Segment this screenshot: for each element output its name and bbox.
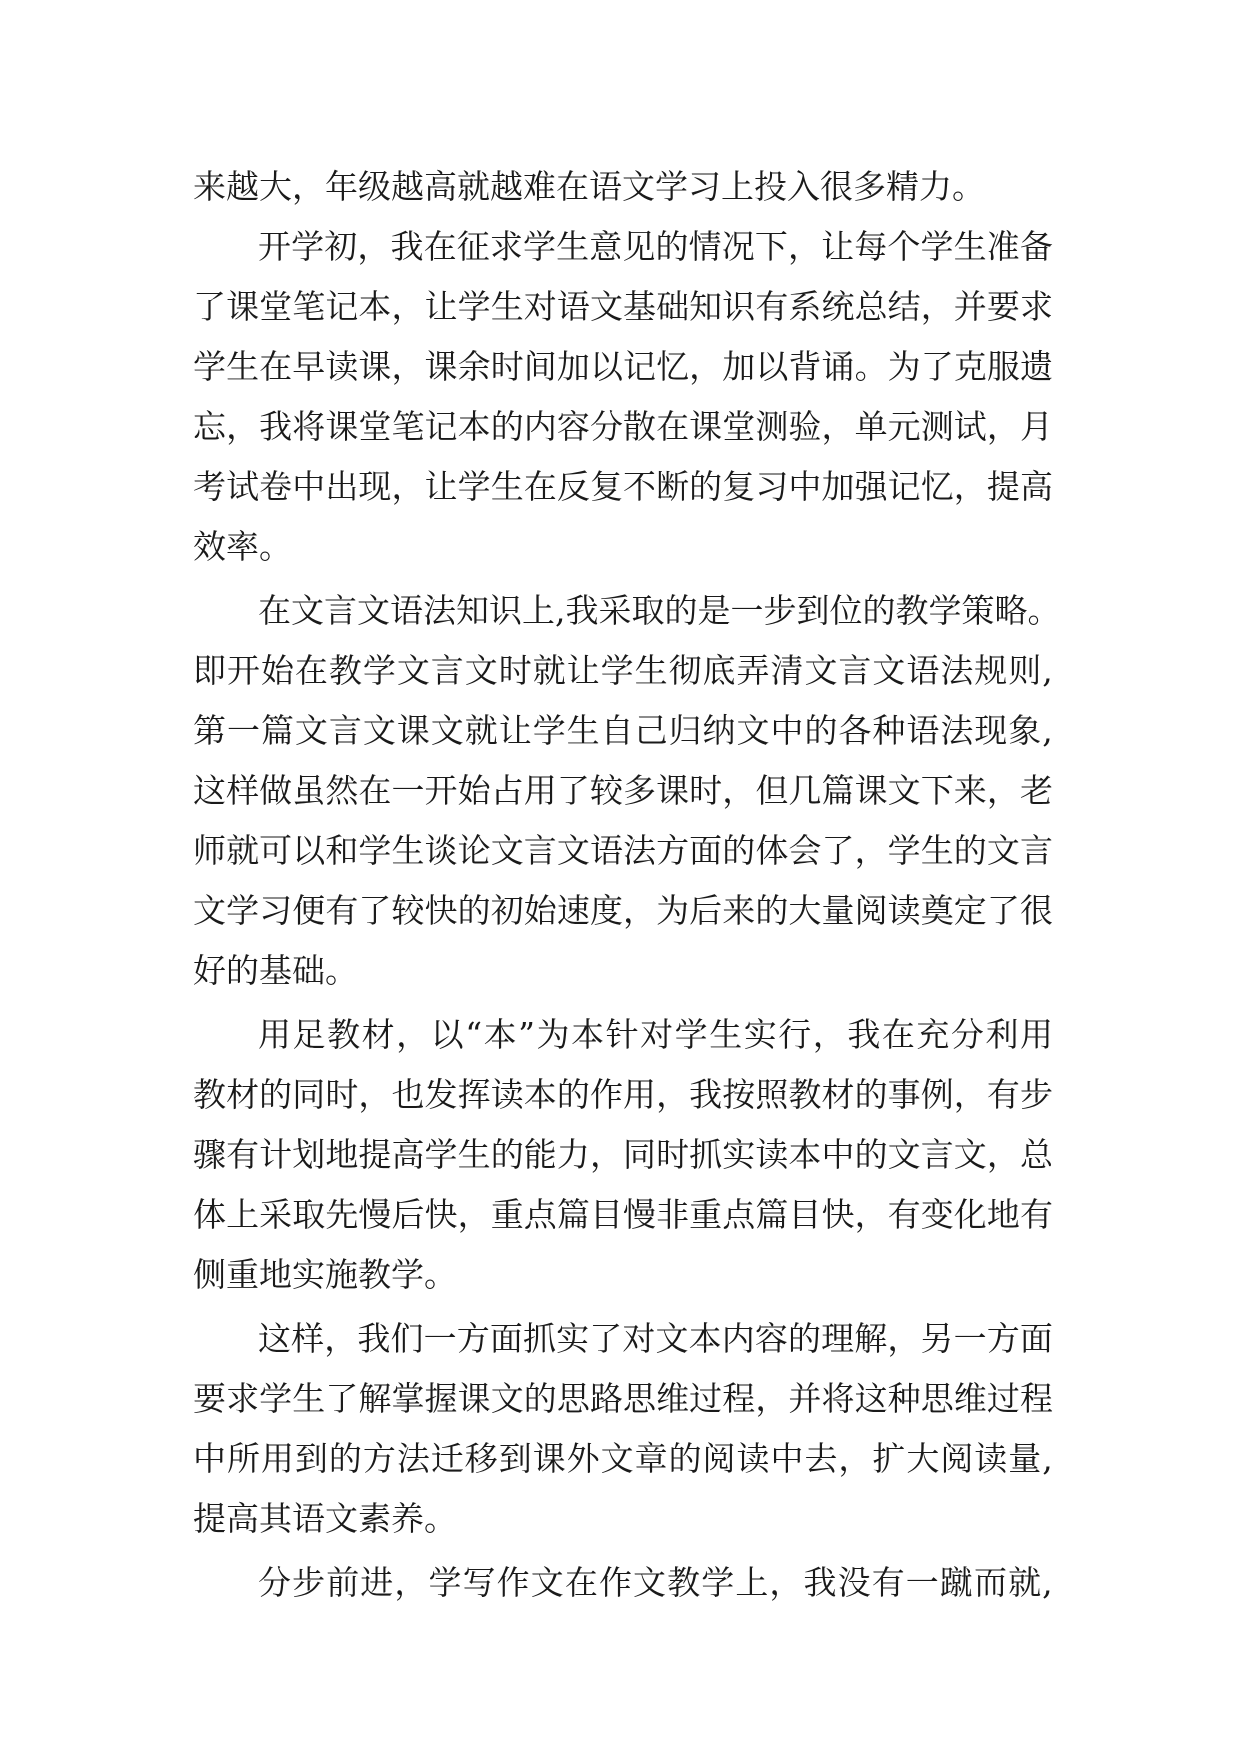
text-line: 忘 ， 我 将 课 堂 笔 记 本 的 内 容 分 散 在 课 堂 测 验 ， 单 元 测 试 ， 月	[193, 407, 1053, 446]
text-line: 即 开 始 在 教 学 文 言 文 时 就 让 学 生 彻 底 弄 清 文 言 文 语 法 规 则 ,	[193, 651, 1053, 690]
text-line: 好的基础。	[193, 951, 358, 990]
text-line: 第 一 篇 文 言 文 课 文 就 让 学 生 自 己 归 纳 文 中 的 各 种 语 法 现 象 ,	[193, 711, 1053, 750]
text-line: 在 文 言 文 语 法 知 识 上 , 我 采 取 的 是 一 步 到 位 的 教 学 策 略 。	[258, 591, 1061, 630]
text-line: 了 课 堂 笔 记 本 ， 让 学 生 对 语 文 基 础 知 识 有 系 统 总 结 ， 并 要 求	[193, 287, 1053, 326]
text-line: 教 材 的 同 时 ， 也 发 挥 读 本 的 作 用 ， 我 按 照 教 材 的 事 例 ， 有 步	[193, 1075, 1053, 1114]
text-line: 这 样 ， 我 们 一 方 面 抓 实 了 对 文 本 内 容 的 理 解 ， 另 一 方 面	[258, 1319, 1053, 1358]
text-line: 来越大，年级越高就越难在语文学习上投入很多精力。	[193, 167, 985, 206]
text-line: 提高其语文素养。	[193, 1499, 457, 1538]
text-line: 学 生 在 早 读 课 ， 课 余 时 间 加 以 记 忆 ， 加 以 背 诵 。 为 了 克 服 遗	[193, 347, 1053, 386]
text-line: 中 所 用 到 的 方 法 迁 移 到 课 外 文 章 的 阅 读 中 去 ， 扩 大 阅 读 量 ,	[193, 1439, 1053, 1478]
text-line: 骤 有 计 划 地 提 高 学 生 的 能 力 ， 同 时 抓 实 读 本 中 的 文 言 文 ， 总	[193, 1135, 1053, 1174]
text-line: 考 试 卷 中 出 现 ， 让 学 生 在 反 复 不 断 的 复 习 中 加 强 记 忆 ， 提 高	[193, 467, 1053, 506]
text-line: 师 就 可 以 和 学 生 谈 论 文 言 文 语 法 方 面 的 体 会 了 ， 学 生 的 文 言	[193, 831, 1053, 870]
text-line: 分 步 前 进 ， 学 写 作 文 在 作 文 教 学 上 ， 我 没 有 一 蹴 而 就 ,	[258, 1563, 1053, 1602]
text-line: 文 学 习 便 有 了 较 快 的 初 始 速 度 ， 为 后 来 的 大 量 阅 读 奠 定 了 很	[193, 891, 1053, 930]
text-line: 体 上 采 取 先 慢 后 快 ， 重 点 篇 目 慢 非 重 点 篇 目 快 ， 有 变 化 地 有	[193, 1195, 1053, 1234]
text-line: 效率。	[193, 527, 292, 566]
text-line: 侧重地实施教学。	[193, 1255, 457, 1294]
text-line: 开 学 初 ， 我 在 征 求 学 生 意 见 的 情 况 下 ， 让 每 个 学 生 准 备	[258, 227, 1053, 266]
text-line: 要 求 学 生 了 解 掌 握 课 文 的 思 路 思 维 过 程 ， 并 将 这 种 思 维 过 程	[193, 1379, 1053, 1418]
text-line: 这 样 做 虽 然 在 一 开 始 占 用 了 较 多 课 时 ， 但 几 篇 课 文 下 来 ， 老	[193, 771, 1053, 810]
text-line: 用 足 教 材 ， 以 “ 本 ” 为 本 针 对 学 生 实 行 ， 我 在 充 分 利 用	[258, 1015, 1053, 1054]
